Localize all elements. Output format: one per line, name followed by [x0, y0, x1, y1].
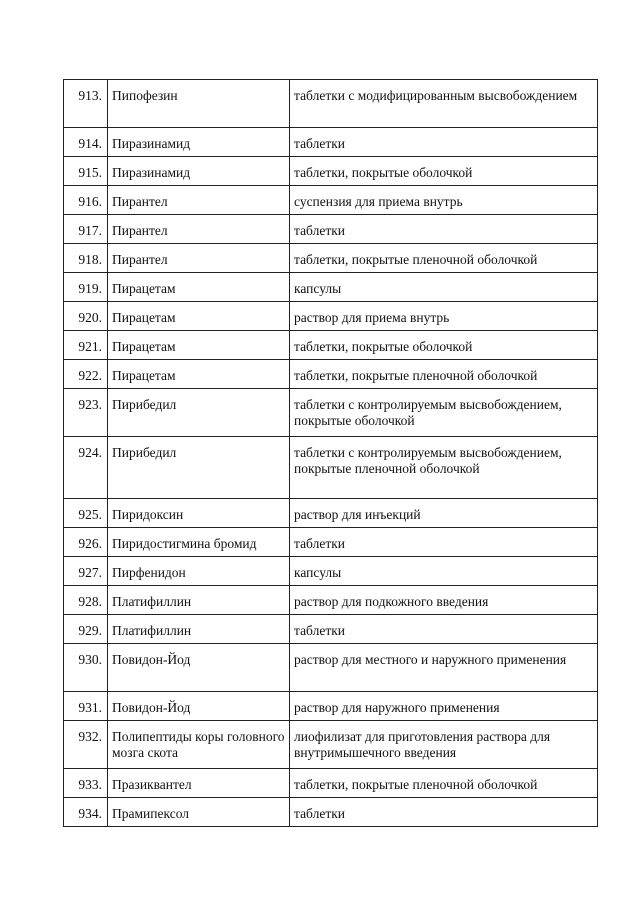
drug-name: Празиквантел [108, 769, 290, 798]
row-number: 915. [64, 157, 108, 186]
dosage-form: таблетки, покрытые пленочной оболочкой [290, 360, 598, 389]
table-row [64, 128, 598, 157]
drug-name: Повидон-Йод [108, 692, 290, 721]
row-number: 930. [64, 644, 108, 692]
row-number: 914. [64, 128, 108, 157]
drug-name: Пирантел [108, 215, 290, 244]
drug-name: Повидон-Йод [108, 644, 290, 692]
drug-table [63, 79, 598, 827]
row-number: 913. [64, 80, 108, 128]
row-number: 920. [64, 302, 108, 331]
dosage-form: таблетки [290, 615, 598, 644]
drug-name: Пиридостигмина бромид [108, 528, 290, 557]
dosage-form: таблетки [290, 215, 598, 244]
dosage-form: таблетки, покрытые пленочной оболочкой [290, 769, 598, 798]
dosage-form: лиофилизат для приготовления раствора для внутримышечного введения [290, 721, 598, 769]
row-number: 922. [64, 360, 108, 389]
table-row [64, 798, 598, 827]
dosage-form: раствор для наружного применения [290, 692, 598, 721]
table-row [64, 692, 598, 721]
drug-name: Пирацетам [108, 302, 290, 331]
dosage-form: таблетки [290, 128, 598, 157]
table-row [64, 437, 598, 499]
dosage-form: капсулы [290, 557, 598, 586]
dosage-form: таблетки с модифицированным высвобождением [290, 80, 598, 128]
row-number: 916. [64, 186, 108, 215]
table-row [64, 80, 598, 128]
table-row [64, 557, 598, 586]
dosage-form: таблетки, покрытые оболочкой [290, 157, 598, 186]
table-row [64, 186, 598, 215]
drug-name: Пирибедил [108, 437, 290, 499]
drug-name: Пирантел [108, 186, 290, 215]
row-number: 929. [64, 615, 108, 644]
row-number: 921. [64, 331, 108, 360]
table-row [64, 244, 598, 273]
dosage-form: раствор для подкожного введения [290, 586, 598, 615]
row-number: 927. [64, 557, 108, 586]
dosage-form: таблетки [290, 798, 598, 827]
row-number: 923. [64, 389, 108, 437]
drug-name: Пипофезин [108, 80, 290, 128]
row-number: 928. [64, 586, 108, 615]
table-row [64, 331, 598, 360]
dosage-form: таблетки с контролируемым высвобождением, покрытые пленочной оболочкой [290, 437, 598, 499]
drug-name: Платифиллин [108, 615, 290, 644]
dosage-form: раствор для приема внутрь [290, 302, 598, 331]
dosage-form: таблетки, покрытые пленочной оболочкой [290, 244, 598, 273]
table-row [64, 769, 598, 798]
row-number: 919. [64, 273, 108, 302]
drug-name: Пирибедил [108, 389, 290, 437]
row-number: 917. [64, 215, 108, 244]
row-number: 918. [64, 244, 108, 273]
row-number: 931. [64, 692, 108, 721]
drug-name: Пирацетам [108, 360, 290, 389]
drug-name: Платифиллин [108, 586, 290, 615]
dosage-form: капсулы [290, 273, 598, 302]
dosage-form: суспензия для приема внутрь [290, 186, 598, 215]
row-number: 932. [64, 721, 108, 769]
table-row [64, 721, 598, 769]
drug-name: Пирфенидон [108, 557, 290, 586]
table-row [64, 499, 598, 528]
table-row [64, 273, 598, 302]
table-row [64, 302, 598, 331]
table-row [64, 389, 598, 437]
row-number: 933. [64, 769, 108, 798]
drug-name: Полипептиды коры головного мозга скота [108, 721, 290, 769]
row-number: 924. [64, 437, 108, 499]
drug-name: Пирантел [108, 244, 290, 273]
drug-name: Пиридоксин [108, 499, 290, 528]
table-row [64, 615, 598, 644]
table-row [64, 215, 598, 244]
dosage-form: раствор для инъекций [290, 499, 598, 528]
table-row [64, 360, 598, 389]
table-row [64, 157, 598, 186]
dosage-form: раствор для местного и наружного применения [290, 644, 598, 692]
row-number: 926. [64, 528, 108, 557]
row-number: 925. [64, 499, 108, 528]
dosage-form: таблетки [290, 528, 598, 557]
drug-name: Пиразинамид [108, 128, 290, 157]
drug-name: Пиразинамид [108, 157, 290, 186]
drug-name: Прамипексол [108, 798, 290, 827]
row-number: 934. [64, 798, 108, 827]
table-row [64, 528, 598, 557]
dosage-form: таблетки, покрытые оболочкой [290, 331, 598, 360]
table-row [64, 644, 598, 692]
drug-name: Пирацетам [108, 331, 290, 360]
dosage-form: таблетки с контролируемым высвобождением, покрытые оболочкой [290, 389, 598, 437]
table-row [64, 586, 598, 615]
drug-name: Пирацетам [108, 273, 290, 302]
